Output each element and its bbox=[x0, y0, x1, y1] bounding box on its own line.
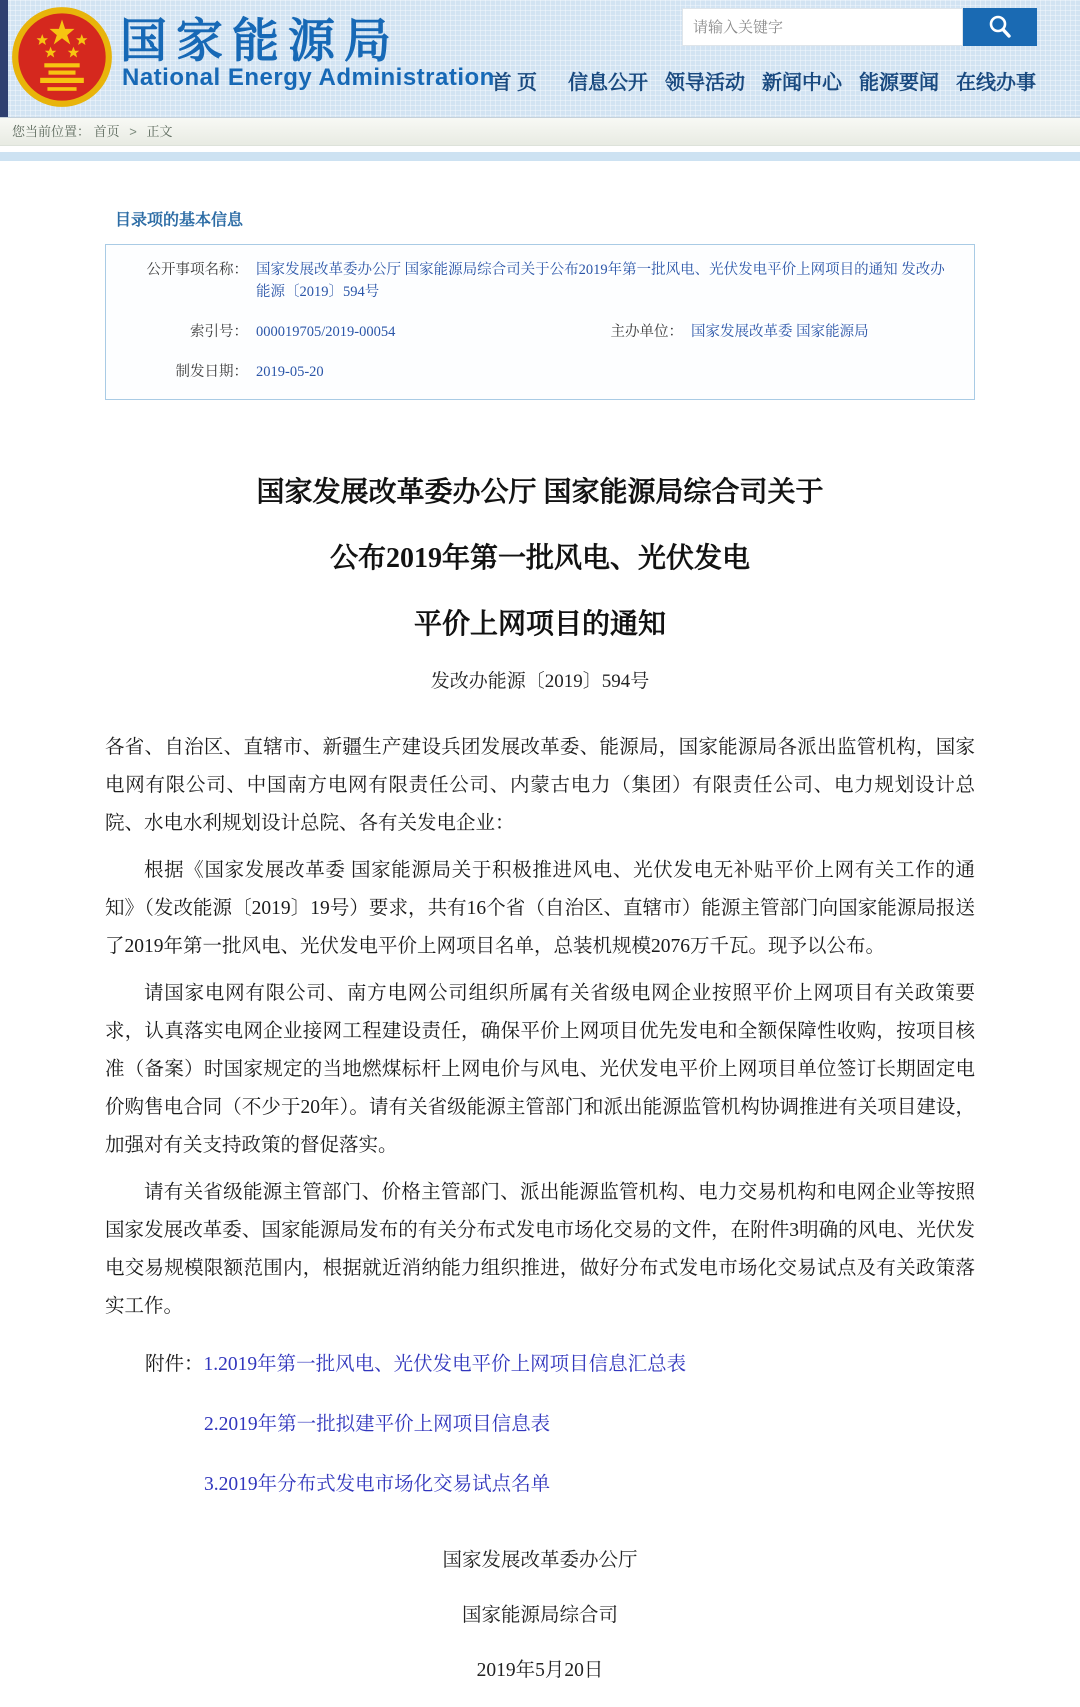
site-subtitle: National Energy Administration bbox=[122, 64, 495, 91]
catalog-date-value: 2019-05-20 bbox=[256, 364, 324, 380]
catalog-date-label: 制发日期： bbox=[175, 364, 248, 380]
catalog-heading: 目录项的基本信息 bbox=[115, 212, 244, 229]
main-content bbox=[105, 207, 975, 1690]
catalog-name-label: 公开事项名称： bbox=[146, 262, 248, 278]
paragraph-addressees: 各省、自治区、直辖市、新疆生产建设兵团发展改革委、能源局，国家能源局各派出监管机构，国家电网有限公司、中国南方电网有限责任公司、内蒙古电力（集团）有限责任公司、电力规划设计总院、水电水利规划设计总院、各有关发电企业： bbox=[105, 737, 975, 834]
signature-org-2: 国家能源局综合司 bbox=[461, 1605, 618, 1626]
catalog-index-value: 000019705/2019-00054 bbox=[256, 324, 396, 340]
catalog-index-label: 索引号： bbox=[190, 324, 248, 340]
header-accent-strip bbox=[0, 0, 8, 117]
national-emblem-logo bbox=[10, 5, 114, 109]
catalog-info-box bbox=[105, 244, 975, 400]
paragraph-2: 请国家电网有限公司、南方电网公司组织所属有关省级电网企业按照平价上网项目有关政策要求，认真落实电网企业接网工程建设责任，确保平价上网项目优先发电和全额保障性收购，按项目核准（备案）时国家规定的当地燃煤标杆上网电价与风电、光伏发电平价上网项目单位签订长期固定电价购售电合同（不少于20年）。请有关省级能源主管部门和派出能源监管机构协调推进有关项目建设，加强对有关支持政策的督促落实。 bbox=[105, 983, 975, 1156]
attachments-list bbox=[145, 1346, 975, 1504]
signature-org-1: 国家发展改革委办公厅 bbox=[442, 1550, 638, 1571]
attachment-link-1[interactable]: 1.2019年第一批风电、光伏发电平价上网项目信息汇总表 bbox=[203, 1354, 687, 1375]
nav-item-leadership-activities[interactable]: 领导活动 bbox=[665, 72, 745, 94]
nav-item-home[interactable]: 首 页 bbox=[491, 72, 537, 94]
search-button[interactable] bbox=[963, 8, 1037, 46]
national-emblem-icon bbox=[10, 5, 114, 109]
attachment-link-3[interactable]: 3.2019年分布式发电市场化交易试点名单 bbox=[204, 1474, 551, 1495]
document-title-line-1: 国家发展改革委办公厅 国家能源局综合司关于 bbox=[256, 477, 824, 508]
site-header bbox=[0, 0, 1080, 117]
paragraph-3: 请有关省级能源主管部门、价格主管部门、派出能源监管机构、电力交易机构和电网企业等按照国家发展改革委、国家能源局发布的有关分布式发电市场化交易的文件，在附件3明确的风电、光伏发电交易规模限额范围内，根据就近消纳能力组织推进，做好分布式发电市场化交易试点及有关政策落实工作。 bbox=[105, 1182, 975, 1317]
catalog-row-name bbox=[106, 259, 958, 303]
attachment-link-2[interactable]: 2.2019年第一批拟建平价上网项目信息表 bbox=[204, 1414, 551, 1435]
catalog-row-date bbox=[106, 361, 958, 383]
divider-band bbox=[0, 152, 1080, 161]
catalog-org-value: 国家发展改革委 国家能源局 bbox=[691, 324, 869, 340]
catalog-row-index-org bbox=[106, 321, 958, 343]
breadcrumb-prefix: 您当前位置： bbox=[12, 124, 91, 139]
document-number: 发改办能源〔2019〕594号 bbox=[430, 671, 650, 692]
signature-date: 2019年5月20日 bbox=[476, 1660, 604, 1681]
document bbox=[105, 476, 975, 1690]
breadcrumb-current: 正文 bbox=[146, 124, 173, 139]
paragraph-1: 根据《国家发展改革委 国家能源局关于积极推进风电、光伏发电无补贴平价上网有关工作的通知》（发改能源〔2019〕19号）要求，共有16个省（自治区、直辖市）能源主管部门向国家能源局报送了2019年第一批风电、光伏发电平价上网项目名单，总装机规模2076万千瓦。现予以公布。 bbox=[105, 860, 975, 957]
attachment-line-3 bbox=[204, 1466, 975, 1504]
nav-item-news-center[interactable]: 新闻中心 bbox=[762, 72, 842, 94]
main-nav bbox=[491, 66, 1036, 95]
document-title-line-2: 公布2019年第一批风电、光伏发电 bbox=[329, 543, 750, 574]
attachment-line-1 bbox=[145, 1346, 975, 1384]
document-title-line-3: 平价上网项目的通知 bbox=[413, 609, 666, 640]
search-icon bbox=[986, 13, 1014, 41]
breadcrumb bbox=[0, 117, 1080, 146]
document-title bbox=[105, 476, 975, 642]
nav-item-online-services[interactable]: 在线办事 bbox=[956, 72, 1036, 94]
site-title: 国家能源局 bbox=[120, 14, 400, 67]
document-body bbox=[105, 729, 975, 1326]
breadcrumb-home-link[interactable]: 首页 bbox=[93, 124, 120, 139]
search-input[interactable] bbox=[682, 8, 963, 46]
catalog-org-label: 主办单位： bbox=[610, 324, 683, 340]
nav-item-info-disclosure[interactable]: 信息公开 bbox=[568, 72, 648, 94]
signature-block bbox=[105, 1542, 975, 1690]
nav-item-energy-news[interactable]: 能源要闻 bbox=[859, 72, 939, 94]
attachments-label: 附件： bbox=[145, 1354, 204, 1375]
attachment-line-2 bbox=[204, 1406, 975, 1444]
breadcrumb-separator: > bbox=[129, 124, 137, 139]
catalog-name-value: 国家发展改革委办公厅 国家能源局综合司关于公布2019年第一批风电、光伏发电平价上网项目的通知 发改办能源〔2019〕594号 bbox=[256, 262, 945, 300]
